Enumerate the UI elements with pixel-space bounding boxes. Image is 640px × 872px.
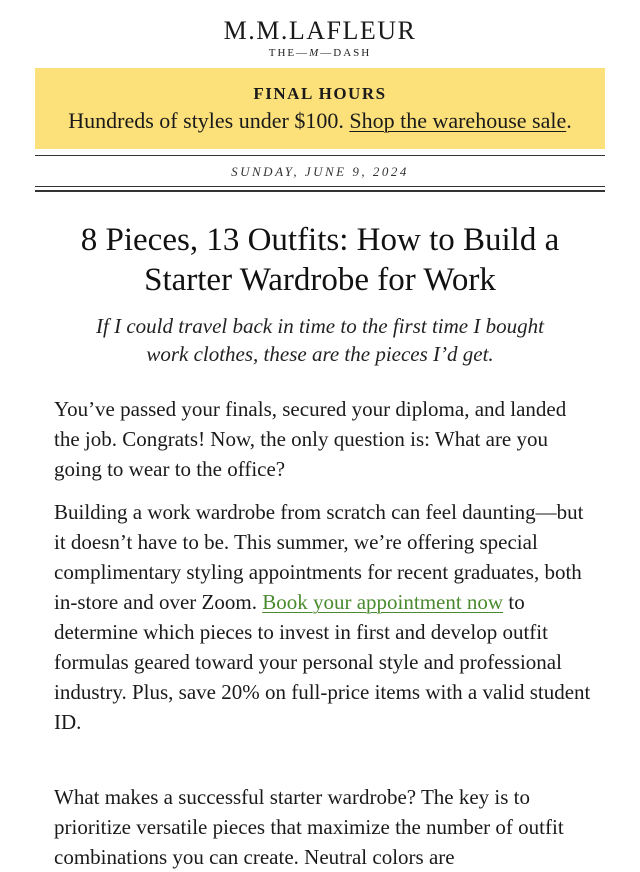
paragraph-appointment-before: Building a work wardrobe from scratch can feel daunting—but it doesn’t have to be. This summer, we’re offering special complimentary styling appointments for recent graduates, both in-store and over Zoom.: [54, 500, 584, 614]
article-title: 8 Pieces, 13 Outfits: How to Build a Starter Wardrobe for Work: [80, 222, 560, 298]
article-subtitle: If I could travel back in time to the first time I bought work clothes, these are the pieces I’d get.: [96, 314, 544, 366]
sale-banner: [35, 68, 605, 149]
top-divider: [35, 155, 605, 156]
paragraph-appointment: [54, 497, 594, 737]
bottom-divider: [35, 186, 605, 187]
warehouse-sale-link[interactable]: Shop the warehouse sale: [349, 108, 567, 133]
newsletter-name-mid: M: [309, 47, 321, 59]
issue-date: SUNDAY, JUNE 9, 2024: [231, 164, 409, 179]
book-appointment-link[interactable]: Book your appointment now: [262, 590, 504, 614]
paragraph-starter-wardrobe: What makes a successful starter wardrobe? The key is to prioritize versatile pieces that maximize the number of outfit combinations you can create. Neutral colors are: [54, 785, 564, 869]
paragraph-appointment-after: to determine which pieces to invest in first and develop outfit formulas geared toward your personal style and professional industry. Plus, save 20% on full-price items with a valid student ID.: [54, 590, 591, 734]
newsletter-name-left: THE—: [268, 47, 310, 59]
banner-title: FINAL HOURS: [253, 84, 387, 103]
banner-text: [35, 107, 605, 135]
bottom-divider-thick: [35, 190, 605, 192]
newsletter-name: [0, 46, 640, 60]
banner-text-after: .: [566, 108, 572, 133]
newsletter-name-right: —DASH: [320, 47, 372, 59]
banner-text-before: Hundreds of styles under $100.: [68, 108, 350, 133]
paragraph-intro: You’ve passed your finals, secured your diploma, and landed the job. Congrats! Now, the only question is: What are you going to wear to the office?: [54, 397, 567, 481]
header: [0, 0, 640, 68]
brand-logo[interactable]: M.M.LAFLEUR: [223, 16, 417, 45]
